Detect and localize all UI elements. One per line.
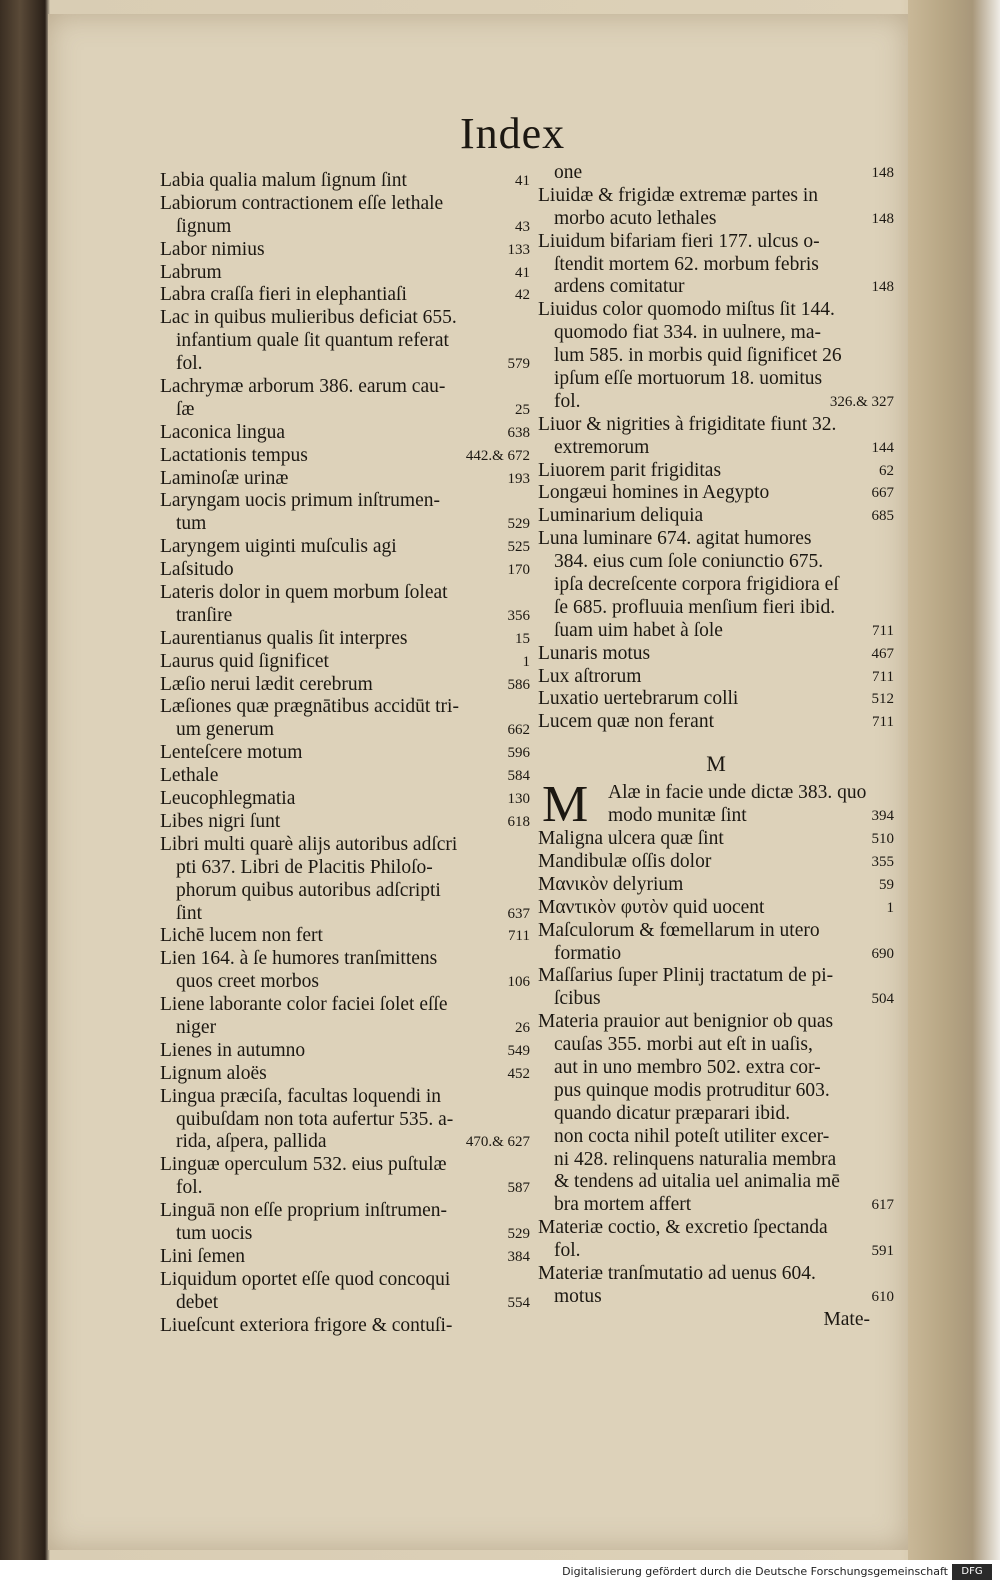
index-entry — [160, 445, 530, 468]
entry-text: phorum quibus autoribus adſcripti — [176, 879, 441, 901]
entry-text: Laſsitudo — [160, 559, 234, 581]
entry-page-number: 41 — [515, 264, 530, 281]
entry-page-number: 355 — [871, 853, 894, 870]
entry-page-number: 638 — [507, 424, 530, 441]
index-entry — [160, 468, 530, 491]
entry-page-number: 470.& 627 — [465, 1134, 530, 1151]
entry-text: Lux aſtrorum — [538, 665, 642, 687]
index-entry — [160, 605, 530, 628]
index-entry — [538, 1080, 894, 1103]
entry-page-number: 554 — [507, 1294, 530, 1311]
entry-page-number: 442.& 672 — [465, 447, 530, 464]
index-entry — [538, 1057, 894, 1080]
entry-page-number: 510 — [871, 831, 894, 848]
index-entry — [538, 1263, 894, 1286]
index-entries-l — [538, 162, 894, 734]
entry-text: fol. — [554, 1240, 581, 1262]
entry-text: ſe 685. profluuia menſium fieri ibid. — [554, 596, 836, 618]
index-entry — [160, 330, 530, 353]
entry-page-number: 394 — [871, 808, 894, 825]
index-entry — [160, 239, 530, 262]
index-entry — [538, 391, 894, 414]
entry-text: Lienes in autumno — [160, 1039, 306, 1061]
index-entry — [538, 482, 894, 505]
index-entry — [160, 994, 530, 1017]
entry-text: Maſculorum & fœmellarum in utero — [538, 919, 820, 941]
index-entry — [160, 857, 530, 880]
index-entry — [538, 920, 894, 943]
entry-text: ſuam uim habet à ſole — [554, 619, 723, 641]
index-entry — [538, 1194, 894, 1217]
index-entry — [538, 1171, 894, 1194]
index-entry — [538, 437, 894, 460]
entry-text: Maligna ulcera quæ ſint — [538, 828, 724, 850]
entry-page-number: 711 — [508, 928, 530, 945]
entry-text: modo munitæ ſint — [608, 805, 747, 827]
entry-text: Lignum aloës — [160, 1062, 267, 1084]
index-entry — [538, 208, 894, 231]
entry-text: Liuorem parit frigiditas — [538, 459, 722, 481]
index-entry — [538, 162, 894, 185]
entry-page-number: 512 — [871, 691, 894, 708]
entry-text: Lien 164. à ſe humores tranſmittens — [160, 948, 438, 970]
entry-text: infantium quale ſit quantum referat — [176, 330, 449, 352]
index-entry — [538, 666, 894, 689]
entry-text: Labiorum contractionem eſſe lethale — [160, 192, 444, 214]
entry-text: Liuidus color quomodo miſtus ſit 144. — [538, 299, 835, 321]
entry-page-number: 617 — [871, 1197, 894, 1214]
index-entry — [538, 551, 894, 574]
entry-page-number: 667 — [871, 485, 894, 502]
entry-text: Liuidum bifariam fieri 177. ulcus o- — [538, 230, 820, 252]
index-entry — [538, 851, 894, 874]
entry-text: Materiæ tranſmutatio ad uenus 604. — [538, 1262, 816, 1284]
entry-text: motus — [554, 1285, 602, 1307]
entry-text: tum — [176, 513, 207, 535]
entry-text: aut in uno membro 502. extra cor- — [554, 1056, 821, 1078]
index-entry — [160, 170, 530, 193]
entry-page-number: 42 — [515, 287, 530, 304]
entry-text: ipſum eſſe mortuorum 18. uomitus — [554, 368, 823, 390]
index-entry — [538, 299, 894, 322]
entry-text: one — [554, 162, 583, 183]
index-entry — [538, 505, 894, 528]
index-entry — [160, 1177, 530, 1200]
entry-text: fol. — [554, 390, 581, 412]
entry-text: tum uocis — [176, 1222, 253, 1244]
entry-page-number: 529 — [507, 516, 530, 533]
entry-page-number: 130 — [507, 791, 530, 808]
index-entry — [160, 880, 530, 903]
entry-text: cauſas 355. morbi aut eſt in uaſis, — [554, 1034, 813, 1056]
index-entries-m — [538, 776, 894, 1308]
index-entry — [160, 559, 530, 582]
entry-text: Lini ſemen — [160, 1245, 246, 1267]
entry-page-number: 1 — [886, 899, 894, 916]
index-entry — [160, 490, 530, 513]
entry-text: Liueſcunt exteriora frigore & contuſi- — [160, 1314, 453, 1336]
entry-text: niger — [176, 1016, 217, 1038]
entry-page-number: 15 — [515, 630, 530, 647]
index-entry — [160, 536, 530, 559]
entry-text: quando dicatur præparari ibid. — [554, 1102, 791, 1124]
entry-text: Libes nigri ſunt — [160, 810, 281, 832]
index-entry — [160, 216, 530, 239]
footer-bar — [0, 1560, 1000, 1586]
entry-page-number: 467 — [871, 645, 894, 662]
entry-page-number: 690 — [871, 945, 894, 962]
entry-text: Luminarium deliquia — [538, 505, 704, 527]
index-entry — [160, 1017, 530, 1040]
index-entry — [160, 674, 530, 697]
index-entry — [160, 696, 530, 719]
index-entry — [538, 1103, 894, 1126]
entry-text: formatio — [554, 942, 622, 964]
index-entry — [160, 1040, 530, 1063]
entry-page-number: 193 — [507, 470, 530, 487]
index-entry — [538, 368, 894, 391]
entry-page-number: 549 — [507, 1042, 530, 1059]
entry-page-number: 584 — [507, 768, 530, 785]
entry-text: Lingua præciſa, facultas loquendi in — [160, 1085, 442, 1107]
entry-text: Lichē lucem non fert — [160, 925, 323, 947]
entry-page-number: 326.& 327 — [829, 393, 894, 410]
entry-text: Linguæ operculum 532. eius puſtulæ — [160, 1154, 447, 1176]
entry-page-number: 1 — [522, 653, 530, 670]
index-entry — [160, 765, 530, 788]
index-entry — [160, 834, 530, 857]
index-entry — [160, 1246, 530, 1269]
entry-text: Liquidum oportet eſſe quod concoqui — [160, 1268, 451, 1290]
entry-text: Longæui homines in Aegypto — [538, 482, 770, 504]
entry-text: Linguā non eſſe proprium inſtrumen- — [160, 1200, 448, 1222]
footer-credit: Digitalisierung gefördert durch die Deutsche Forschungsgemeinschaft — [562, 1565, 948, 1578]
entry-text: Lateris dolor in quem morbum ſoleat — [160, 582, 448, 604]
entry-text: Alæ in facie unde dictæ 383. quo — [608, 782, 867, 804]
index-entry — [160, 307, 530, 330]
index-entry — [538, 805, 894, 828]
entry-text: Laryngam uocis primum inſtrumen- — [160, 490, 440, 512]
entry-page-number: 591 — [871, 1243, 894, 1260]
index-entry — [160, 1086, 530, 1109]
index-entry — [160, 422, 530, 445]
index-entry — [538, 688, 894, 711]
entry-text: Laconica lingua — [160, 421, 286, 443]
entry-text: fol. — [176, 1177, 203, 1199]
entry-page-number: 618 — [507, 813, 530, 830]
entry-page-number: 43 — [515, 218, 530, 235]
dropcap-letter: M — [542, 776, 589, 834]
index-entry — [538, 711, 894, 734]
index-entry — [538, 874, 894, 897]
index-entry — [160, 948, 530, 971]
index-entry — [160, 788, 530, 811]
entry-page-number: 662 — [507, 722, 530, 739]
entry-page-number: 148 — [871, 210, 894, 227]
entry-text: & tendens ad uitalia uel animalia mē — [554, 1171, 840, 1193]
index-entry — [160, 628, 530, 651]
entry-text: tranſire — [176, 604, 233, 626]
index-entry — [538, 828, 894, 851]
index-entry — [160, 1154, 530, 1177]
entry-page-number: 148 — [871, 279, 894, 296]
index-entry — [538, 1240, 894, 1263]
index-entry — [160, 376, 530, 399]
index-entry — [160, 193, 530, 216]
entry-page-number: 41 — [515, 173, 530, 189]
page-title: Index — [460, 109, 566, 158]
entry-text: Laminoſæ urinæ — [160, 467, 289, 489]
entry-page-number: 529 — [507, 1225, 530, 1242]
entry-text: ardens comitatur — [554, 276, 685, 298]
index-entry — [160, 1223, 530, 1246]
entry-text: Lunaris motus — [538, 642, 651, 664]
entry-text: Labia qualia malum ſignum ſint — [160, 170, 407, 191]
index-entry — [160, 719, 530, 742]
entry-text: Lenteſcere motum — [160, 742, 303, 764]
index-entry — [160, 1292, 530, 1315]
index-entry — [538, 1149, 894, 1172]
index-entry — [538, 276, 894, 299]
entry-text: Luxatio uertebrarum colli — [538, 688, 739, 710]
entry-page-number: 587 — [507, 1180, 530, 1197]
entry-text: debet — [176, 1291, 219, 1313]
index-entry — [538, 185, 894, 208]
entry-page-number: 384 — [507, 1248, 530, 1265]
entry-page-number: 25 — [515, 401, 530, 418]
entry-page-number: 596 — [507, 745, 530, 762]
index-entry — [160, 811, 530, 834]
index-entry — [538, 528, 894, 551]
index-entry — [160, 582, 530, 605]
index-entry — [160, 1200, 530, 1223]
entry-text: ſtendit mortem 62. morbum febris — [554, 253, 819, 275]
catchword-line — [538, 1309, 894, 1332]
entry-text: Laurus quid ſignificet — [160, 650, 329, 672]
index-entry — [160, 971, 530, 994]
index-column-right — [538, 162, 894, 1332]
entry-page-number: 144 — [871, 439, 894, 456]
index-entry — [160, 1269, 530, 1292]
index-entry — [160, 651, 530, 674]
index-entry — [538, 231, 894, 254]
entry-page-number: 106 — [507, 974, 530, 991]
index-entry — [538, 1011, 894, 1034]
index-entry — [538, 897, 894, 920]
entry-text: lum 585. in morbis quid ſignificet 26 — [554, 345, 842, 367]
dfg-logo: DFG — [952, 1564, 992, 1580]
entry-page-number: 685 — [871, 508, 894, 525]
index-entry — [538, 345, 894, 368]
index-entry — [160, 262, 530, 285]
entry-text: Materiæ coctio, & excretio ſpectanda — [538, 1217, 828, 1239]
entry-text: Labra craſſa fieri in elephantiaſi — [160, 284, 407, 306]
entry-text: quibuſdam non tota aufertur 535. a- — [176, 1108, 454, 1130]
index-entry — [160, 903, 530, 926]
entry-text: Libri multi quarè alijs autoribus adſcri — [160, 833, 458, 855]
index-entry — [160, 1063, 530, 1086]
entry-text: Lethale — [160, 765, 219, 787]
page-edge — [908, 0, 1000, 1560]
entry-text: Liuidæ & frigidæ extremæ partes in — [538, 184, 818, 206]
catchword: Mate- — [823, 1308, 870, 1330]
entry-text: Læſiones quæ prægnātibus accidūt tri- — [160, 696, 459, 718]
entry-page-number: 452 — [507, 1065, 530, 1082]
index-entry — [538, 574, 894, 597]
entry-text: ni 428. relinquens naturalia membra — [554, 1148, 837, 1170]
index-entry — [538, 414, 894, 437]
entry-text: fol. — [176, 353, 203, 375]
entry-text: pus quinque modis protruditur 603. — [554, 1079, 830, 1101]
entry-text: ſcibus — [554, 988, 601, 1010]
entry-page-number: 610 — [871, 1288, 894, 1305]
entry-page-number: 525 — [507, 539, 530, 556]
entry-text: Materia prauior aut benignior ob quas — [538, 1011, 834, 1033]
entry-page-number: 148 — [871, 165, 894, 181]
index-entry — [538, 620, 894, 643]
entry-text: Maſſarius ſuper Plinij tractatum de pi- — [538, 965, 834, 987]
index-entry — [538, 643, 894, 666]
entry-text: extremorum — [554, 436, 650, 458]
index-entry — [538, 1126, 894, 1149]
entry-text: morbo acuto lethales — [554, 207, 717, 229]
entry-text: Lachrymæ arborum 386. earum cau- — [160, 376, 446, 398]
index-entry — [538, 782, 894, 805]
entry-page-number: 170 — [507, 562, 530, 579]
entry-text: Labor nimius — [160, 238, 265, 260]
entry-page-number: 504 — [871, 991, 894, 1008]
entry-text: ſint — [176, 902, 203, 924]
entry-text: Lactationis tempus — [160, 444, 308, 466]
entry-text: um generum — [176, 719, 275, 741]
index-entry — [160, 1109, 530, 1132]
entry-text: 384. eius cum ſole coniunctio 675. — [554, 551, 824, 573]
index-entry — [538, 322, 894, 345]
entry-text: quos creet morbos — [176, 971, 319, 993]
entry-page-number: 711 — [872, 668, 894, 685]
entry-text: rida, aſpera, pallida — [176, 1131, 327, 1153]
index-entry — [538, 460, 894, 483]
entry-text: Liene laborante color faciei ſolet eſſe — [160, 994, 448, 1016]
index-entry — [160, 925, 530, 948]
entry-text: Lucem quæ non ferant — [538, 711, 714, 733]
index-entry — [160, 1131, 530, 1154]
entry-page-number: 26 — [515, 1019, 530, 1036]
entry-page-number: 637 — [507, 905, 530, 922]
entry-text: Μανικὸν delyrium — [538, 873, 684, 895]
index-entry — [160, 353, 530, 376]
entry-text: Lac in quibus mulieribus deficiat 655. — [160, 307, 457, 329]
entry-page-number: 133 — [507, 241, 530, 258]
section-letter-m: M — [706, 751, 726, 777]
entry-text: quomodo fiat 334. in uulnere, ma- — [554, 322, 821, 344]
index-column-left — [160, 170, 530, 1337]
entry-text: bra mortem affert — [554, 1194, 692, 1216]
index-entry — [538, 1286, 894, 1309]
entry-text: Labrum — [160, 261, 222, 283]
entry-text: non cocta nihil poteſt utiliter excer- — [554, 1125, 830, 1147]
entry-page-number: 579 — [507, 356, 530, 373]
index-entry — [160, 284, 530, 307]
index-entry — [160, 1315, 530, 1338]
index-entry — [538, 254, 894, 277]
entry-page-number: 711 — [872, 622, 894, 639]
index-entry — [538, 1034, 894, 1057]
entry-page-number: 59 — [879, 876, 894, 893]
entry-text: Leucophlegmatia — [160, 788, 296, 810]
index-entry — [538, 988, 894, 1011]
index-entry — [160, 513, 530, 536]
entry-text: Liuor & nigrities à frigiditate fiunt 32. — [538, 413, 837, 435]
index-entry — [160, 742, 530, 765]
entry-page-number: 62 — [879, 462, 894, 479]
index-entry — [538, 943, 894, 966]
index-entry — [538, 965, 894, 988]
entry-text: Mandibulæ oſſis dolor — [538, 850, 712, 872]
entry-text: Μαντικὸν φυτὸν quid uocent — [538, 896, 765, 918]
entry-page-number: 356 — [507, 607, 530, 624]
entry-text: Laryngem uiginti muſculis agi — [160, 536, 397, 558]
entry-text: ſæ — [176, 398, 195, 420]
index-entry — [538, 597, 894, 620]
entry-text: ſignum — [176, 215, 232, 237]
index-entry — [160, 399, 530, 422]
entry-text: Læſio nerui lædit cerebrum — [160, 673, 373, 695]
entry-text: Laurentianus qualis ſit interpres — [160, 627, 408, 649]
entry-text: Luna luminare 674. agitat humores — [538, 528, 812, 550]
entry-page-number: 586 — [507, 676, 530, 693]
index-entry — [538, 1217, 894, 1240]
entry-page-number: 711 — [872, 714, 894, 731]
entry-text: ipſa decreſcente corpora frigidiora eſ — [554, 574, 839, 596]
entry-text: pti 637. Libri de Placitis Philoſo- — [176, 856, 433, 878]
